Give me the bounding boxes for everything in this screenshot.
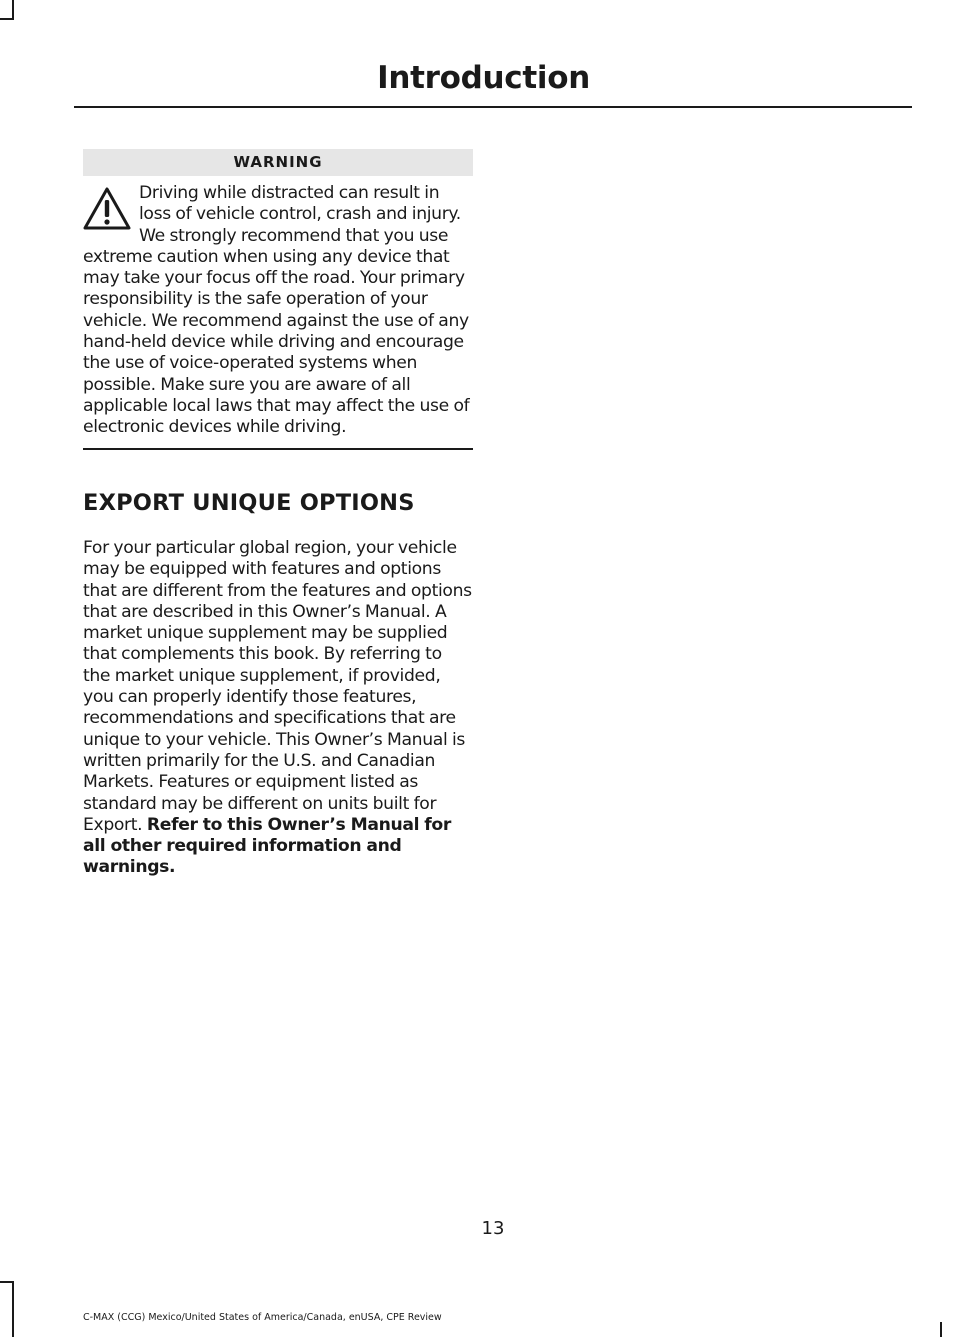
warning-heading: WARNING [83,149,473,176]
warning-body [83,183,473,439]
crop-mark-top-left [12,0,14,20]
crop-mark-bottom-left [0,1281,14,1283]
header-divider [74,106,912,108]
page-title: Introduction [377,60,590,96]
warning-text: Driving while distracted can result in loss of vehicle control, crash and injury. We strongly recommend that you use extreme caution when using any device that may take your focus off the road. Your primary responsibility is the safe operation of your vehicle. We recommend against the use of any hand-held device while driving and encourage the use of voice-operated systems when possible. Make sure you are aware of all applicable local laws that may affect the use of electronic devices while driving. [83,183,470,438]
crop-mark-bottom-left [12,1281,14,1337]
section-heading: EXPORT UNIQUE OPTIONS [83,490,415,516]
footer-document-info: C-MAX (CCG) Mexico/United States of America/Canada, enUSA, CPE Review [83,1312,442,1323]
crop-mark-bottom-right [940,1322,942,1337]
section-body-text: For your particular global region, your vehicle may be equipped with features and options that are different from the features and options that are described in this Owner’s Manual. A market unique supplement may be supplied that complements this book. By referring to the market unique supplement, if provided, you can properly identify those features, recommendations and specifications that are unique to your vehicle. This Owner’s Manual is written primarily for the U.S. and Canadian Markets. Features or equipment listed as standard may be different on units built for Export. [83,538,472,835]
warning-triangle-icon [83,187,131,231]
warning-box [83,149,473,450]
section-body [83,538,473,879]
section-body-emphasis: Refer to this Owner’s Manual for all other required information and warnings. [83,814,451,878]
crop-mark-top-left [0,18,14,20]
page-number: 13 [481,1218,505,1239]
warning-divider [83,448,473,450]
